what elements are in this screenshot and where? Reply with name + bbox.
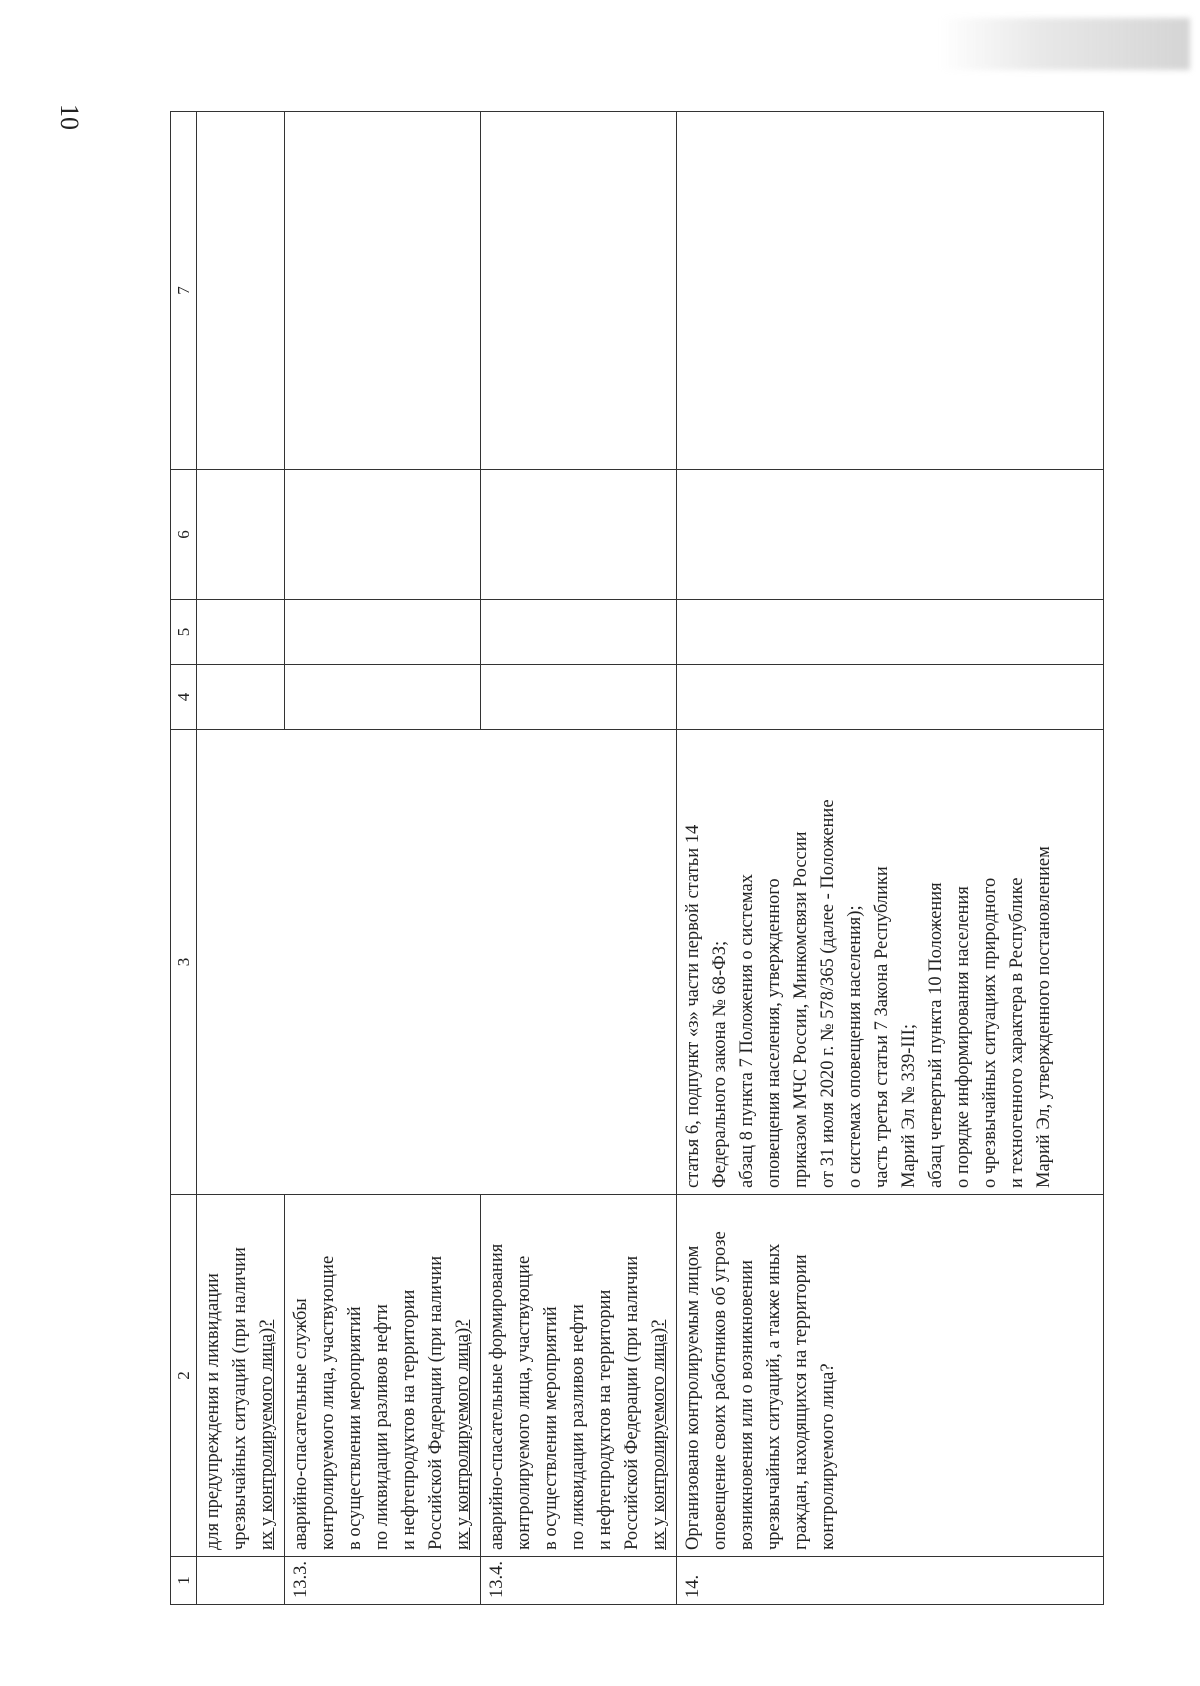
question-line: чрезвычайных ситуаций, а также иных (764, 1243, 784, 1550)
answer-yes-cell (197, 665, 285, 730)
not-applicable-cell (197, 470, 285, 600)
question-line: по ликвидации разливов нефти (372, 1304, 392, 1550)
question-line: Российской Федерации (при наличии (622, 1255, 642, 1550)
answer-no-cell (481, 600, 677, 665)
notes-cell (481, 112, 677, 470)
legal-ref-line: абзац 8 пункта 7 Положения о системах (737, 874, 757, 1188)
question-cell (285, 1195, 481, 1557)
question-line: и нефтепродуктов на территории (595, 1289, 615, 1550)
notes-cell (285, 112, 481, 470)
row-number (197, 1557, 285, 1605)
header-col-6: 6 (171, 470, 197, 600)
legal-ref-line: абзац четвертый пункта 10 Положения (926, 882, 946, 1188)
row-number: 14. (677, 1557, 1104, 1605)
question-line: граждан, находящихся на территории (791, 1254, 811, 1550)
question-cell (197, 1195, 285, 1557)
not-applicable-cell (285, 470, 481, 600)
legal-ref-line: приказом МЧС России, Минкомсвязи России (791, 831, 811, 1188)
legal-ref-line: и техногенного характера в Республике (1007, 877, 1027, 1188)
row-number: 13.4. (481, 1557, 677, 1605)
question-line: контролируемого лица, участвующие (318, 1255, 338, 1550)
legal-ref-line: часть третья статьи 7 Закона Республики (872, 866, 892, 1188)
legal-ref-line: о чрезвычайных ситуациях природного (980, 877, 1000, 1188)
requirements-table (170, 111, 1104, 1605)
question-line: их у контролируемого лица)? (257, 1319, 277, 1550)
notes-cell (197, 112, 285, 470)
question-line: оповещение своих работников об угрозе (710, 1231, 730, 1550)
header-col-1: 1 (171, 1557, 197, 1605)
question-line: Российской Федерации (при наличии (426, 1255, 446, 1550)
legal-ref-line: Марий Эл, утвержденного постановлением (1034, 846, 1054, 1188)
answer-no-cell (677, 600, 1104, 665)
question-line: по ликвидации разливов нефти (568, 1304, 588, 1550)
row-number: 13.3. (285, 1557, 481, 1605)
legal-ref-line: о системах оповещения населения); (845, 905, 865, 1188)
question-line: контролируемого лица, участвующие (514, 1255, 534, 1550)
question-line: в осуществлении мероприятий (541, 1306, 561, 1550)
question-line: их у контролируемого лица)? (649, 1319, 669, 1550)
table-header-row (171, 112, 197, 1605)
question-line: для предупреждения и ликвидации (203, 1273, 223, 1550)
question-line: контролируемого лица? (818, 1363, 838, 1550)
question-line: Организовано контролируемым лицом (683, 1245, 703, 1550)
question-line: чрезвычайных ситуаций (при наличии (230, 1247, 250, 1550)
notes-cell (677, 112, 1104, 470)
not-applicable-cell (677, 470, 1104, 600)
question-line: и нефтепродуктов на территории (399, 1289, 419, 1550)
legal-ref-line: оповещения населения, утвержденного (764, 878, 784, 1188)
header-col-5: 5 (171, 600, 197, 665)
table-row (677, 112, 1104, 1605)
answer-no-cell (285, 600, 481, 665)
header-col-3: 3 (171, 730, 197, 1195)
question-line: аварийно-спасательные службы (291, 1298, 311, 1550)
legal-basis-cell (197, 730, 677, 1195)
question-line: их у контролируемого лица)? (453, 1319, 473, 1550)
legal-ref-line: от 31 июля 2020 г. № 578/365 (далее - Положение (818, 799, 838, 1188)
page-number: 10 (55, 104, 84, 130)
answer-yes-cell (677, 665, 1104, 730)
header-col-4: 4 (171, 665, 197, 730)
answer-yes-cell (285, 665, 481, 730)
question-cell (481, 1195, 677, 1557)
legal-ref-line: о порядке информирования населения (953, 886, 973, 1188)
question-line: аварийно-спасательные формирования (487, 1243, 507, 1550)
scan-smudge (940, 18, 1190, 70)
legal-ref-line: Федерального закона № 68-ФЗ; (710, 940, 730, 1188)
not-applicable-cell (481, 470, 677, 600)
header-col-2: 2 (171, 1195, 197, 1557)
answer-no-cell (197, 600, 285, 665)
table-row (197, 112, 285, 1605)
question-line: возникновения или о возникновении (737, 1259, 757, 1550)
question-cell (677, 1195, 1104, 1557)
legal-ref-line: статья 6, подпункт «з» части первой статьи 14 (683, 824, 703, 1188)
legal-ref-line: Марий Эл № 339-III; (899, 1024, 919, 1188)
legal-basis-cell (677, 730, 1104, 1195)
question-line: в осуществлении мероприятий (345, 1306, 365, 1550)
rotated-table-container (170, 112, 1070, 1605)
header-col-7: 7 (171, 112, 197, 470)
answer-yes-cell (481, 665, 677, 730)
